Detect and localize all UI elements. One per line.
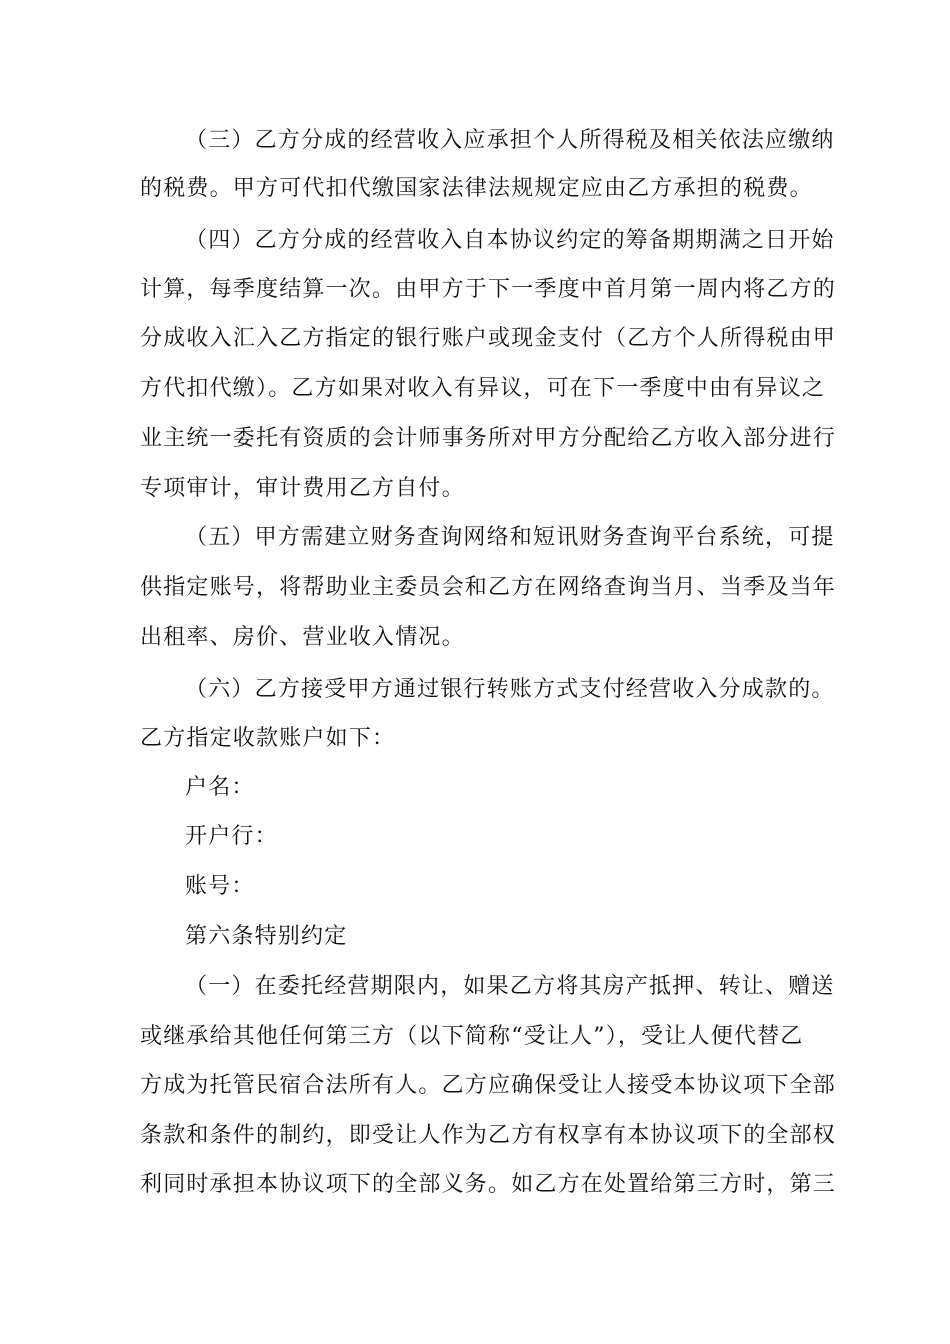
- paragraph-line: 专项审计，审计费用乙方自付。: [140, 476, 465, 501]
- section-heading: 第六条特别约定: [185, 924, 348, 949]
- paragraph-line: 分成收入汇入乙方指定的银行账户或现金支付（乙方个人所得税由甲: [140, 326, 837, 351]
- paragraph-line: 业主统一委托有资质的会计师事务所对甲方分配给乙方收入部分进行: [140, 426, 837, 451]
- paragraph-line: 方代扣代缴）。乙方如果对收入有异议，可在下一季度中由有异议之: [140, 376, 826, 401]
- bank-label: 开户行：: [185, 824, 278, 849]
- paragraph-line: 条款和条件的制约，即受让人作为乙方有权享有本协议项下的全部权: [140, 1123, 837, 1148]
- paragraph-line: 的税费。甲方可代扣代缴国家法律法规规定应由乙方承担的税费。: [140, 176, 813, 201]
- paragraph-line: （三）乙方分成的经营收入应承担个人所得税及相关依法应缴纳: [185, 128, 835, 153]
- paragraph-line: 计算，每季度结算一次。由甲方于下一季度中首月第一周内将乙方的: [140, 277, 837, 302]
- paragraph-line: （六）乙方接受甲方通过银行转账方式支付经营收入分成款的。: [185, 677, 835, 702]
- paragraph-line: （四）乙方分成的经营收入自本协议约定的筹备期期满之日开始: [185, 228, 835, 253]
- account-name-label: 户名：: [185, 775, 255, 800]
- paragraph-line: 方成为托管民宿合法所有人。乙方应确保受让人接受本协议项下全部: [140, 1073, 837, 1098]
- paragraph-line: 或继承给其他任何第三方（以下简称“受让人”），受让人便代替乙: [140, 1024, 804, 1049]
- paragraph-line: 供指定账号，将帮助业主委员会和乙方在网络查询当月、当季及当年: [140, 575, 837, 600]
- paragraph-line: （五）甲方需建立财务查询网络和短讯财务查询平台系统，可提: [185, 525, 835, 550]
- paragraph-line: 乙方指定收款账户如下：: [140, 726, 396, 751]
- paragraph-line: 利同时承担本协议项下的全部义务。如乙方在处置给第三方时，第三: [140, 1172, 837, 1197]
- account-number-label: 账号：: [185, 874, 255, 899]
- paragraph-line: （一）在委托经营期限内，如果乙方将其房产抵押、转让、赠送: [185, 974, 835, 999]
- paragraph-line: 出租率、房价、营业收入情况。: [140, 625, 465, 650]
